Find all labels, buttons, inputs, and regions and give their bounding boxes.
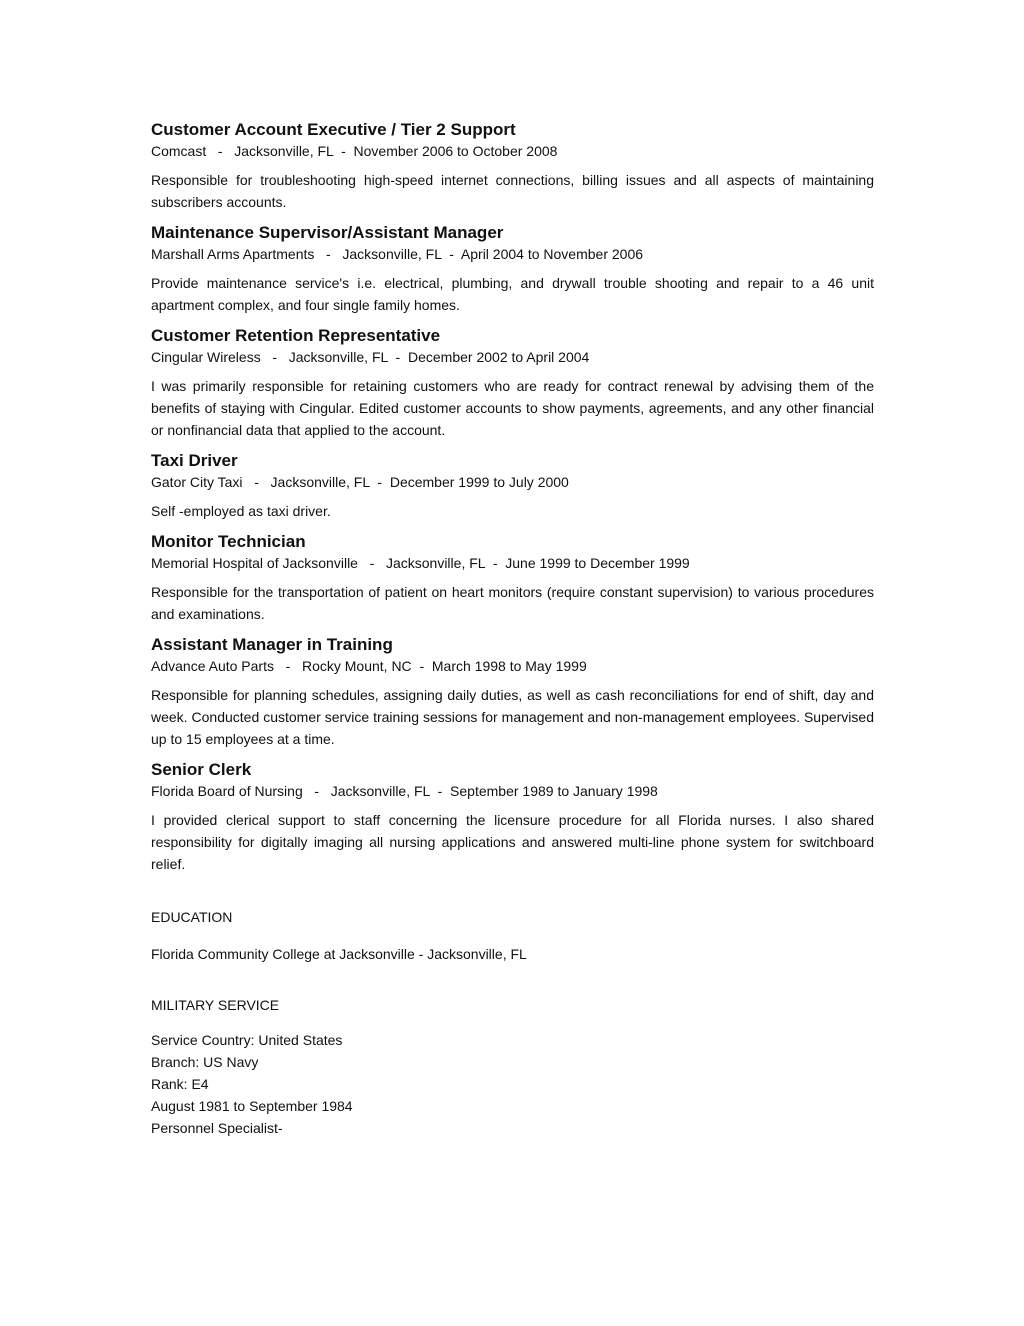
resume-page	[151, 119, 874, 1139]
job-title: Maintenance Supervisor/Assistant Manager	[151, 223, 504, 242]
military-line-country: Service Country: United States	[151, 1032, 343, 1048]
education-heading: EDUCATION	[151, 909, 233, 925]
job-entry-advance-auto	[151, 634, 874, 750]
job-title: Customer Account Executive / Tier 2 Support	[151, 120, 516, 139]
job-description: I was primarily responsible for retaining customers who are ready for contract renewal by advising them of the benefits of staying with Cingular. Edited customer accounts to show payments, agreements, and any other financial or nonfinancial data that applied to the account.	[151, 378, 874, 438]
military-line-branch: Branch: US Navy	[151, 1054, 259, 1070]
job-description: Responsible for planning schedules, assigning daily duties, as well as cash reconciliations for end of shift, day and week. Conducted customer service training sessions for management and non-management employees. Supervised up to 15 employees at a time.	[151, 687, 874, 747]
job-description: I provided clerical support to staff concerning the licensure procedure for all Florida nurses. I also shared responsibility for digitally imaging all nursing applications and answered multi-line phone system for switchboard relief.	[151, 812, 874, 872]
job-entry-gator-city-taxi	[151, 450, 874, 522]
military-details	[151, 1029, 874, 1139]
job-entry-memorial-hospital	[151, 531, 874, 625]
job-description: Provide maintenance service's i.e. electrical, plumbing, and drywall trouble shooting and repair to a 46 unit apartment complex, and four single family homes.	[151, 275, 874, 313]
military-line-role: Personnel Specialist-	[151, 1120, 283, 1136]
job-title: Taxi Driver	[151, 451, 238, 470]
job-description: Responsible for troubleshooting high-speed internet connections, billing issues and all aspects of maintaining subscribers accounts.	[151, 172, 874, 210]
job-meta: Advance Auto Parts - Rocky Mount, NC - March 1998 to May 1999	[151, 658, 587, 674]
job-meta: Memorial Hospital of Jacksonville - Jacksonville, FL - June 1999 to December 1999	[151, 555, 690, 571]
job-meta: Marshall Arms Apartments - Jacksonville, FL - April 2004 to November 2006	[151, 246, 644, 262]
job-title: Assistant Manager in Training	[151, 635, 393, 654]
military-line-rank: Rank: E4	[151, 1076, 209, 1092]
job-entry-cingular	[151, 325, 874, 441]
job-description: Self -employed as taxi driver.	[151, 503, 331, 519]
job-meta: Comcast - Jacksonville, FL - November 2006 to October 2008	[151, 143, 558, 159]
job-meta: Cingular Wireless - Jacksonville, FL - December 2002 to April 2004	[151, 349, 590, 365]
military-line-dates: August 1981 to September 1984	[151, 1098, 353, 1114]
job-entry-comcast	[151, 119, 874, 213]
job-entry-florida-board-nursing	[151, 759, 874, 875]
job-title: Customer Retention Representative	[151, 326, 441, 345]
military-section	[151, 995, 874, 1139]
education-section	[151, 907, 874, 965]
job-entry-marshall-arms	[151, 222, 874, 316]
job-title: Senior Clerk	[151, 760, 252, 779]
education-entry: Florida Community College at Jacksonville - Jacksonville, FL	[151, 946, 527, 962]
military-heading: MILITARY SERVICE	[151, 997, 280, 1013]
job-meta: Florida Board of Nursing - Jacksonville, FL - September 1989 to January 1998	[151, 783, 658, 799]
job-description: Responsible for the transportation of patient on heart monitors (require constant supervision) to various procedures and examinations.	[151, 584, 874, 622]
job-title: Monitor Technician	[151, 532, 306, 551]
job-meta: Gator City Taxi - Jacksonville, FL - December 1999 to July 2000	[151, 474, 569, 490]
